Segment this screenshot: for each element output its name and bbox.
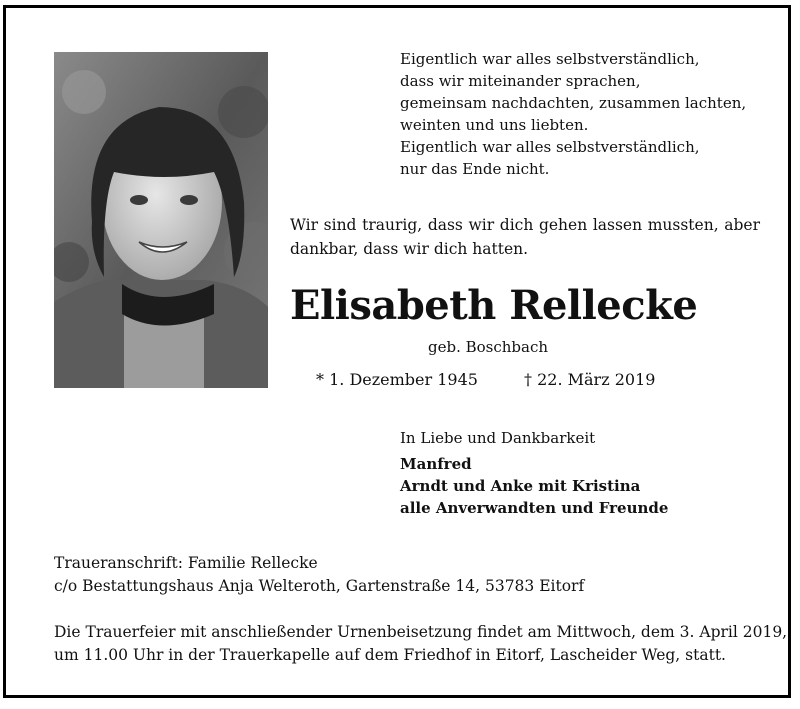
service-line: Die Trauerfeier mit anschließender Urnenbeisetzung findet am Mittwoch, dem 3. April 2019, bbox=[54, 623, 788, 641]
mourners-intro: In Liebe und Dankbarkeit bbox=[400, 429, 596, 447]
portrait-photo bbox=[54, 52, 268, 388]
poem-line: dass wir miteinander sprachen, bbox=[400, 72, 641, 90]
birth-date: * 1. Dezember 1945 bbox=[316, 370, 478, 389]
poem-line: gemeinsam nachdachten, zusammen lachten, bbox=[400, 94, 747, 112]
mourner-name: Arndt und Anke mit Kristina bbox=[400, 477, 641, 495]
mourning-address bbox=[54, 552, 584, 598]
mourner-name: alle Anverwandten und Freunde bbox=[400, 499, 669, 517]
address-line: Traueranschrift: Familie Rellecke bbox=[54, 554, 318, 572]
poem-line: weinten und uns liebten. bbox=[400, 116, 589, 134]
address-line: c/o Bestattungshaus Anja Welteroth, Gartenstraße 14, 53783 Eitorf bbox=[54, 577, 585, 595]
mourner-name: Manfred bbox=[400, 455, 472, 473]
poem bbox=[400, 48, 770, 180]
deceased-name: Elisabeth Rellecke bbox=[290, 282, 698, 329]
service-line: um 11.00 Uhr in der Trauerkapelle auf dem Friedhof in Eitorf, Lascheider Weg, statt. bbox=[54, 646, 726, 664]
poem-line: Eigentlich war alles selbstverständlich, bbox=[400, 138, 700, 156]
farewell-sentence: Wir sind traurig, dass wir dich gehen lassen mussten, aber dankbar, dass wir dich hatten. bbox=[290, 216, 760, 258]
poem-line: Eigentlich war alles selbstverständlich, bbox=[400, 50, 700, 68]
poem-line: nur das Ende nicht. bbox=[400, 160, 550, 178]
funeral-service-info bbox=[54, 621, 787, 667]
mourners-block bbox=[400, 427, 668, 519]
birth-name: geb. Boschbach bbox=[428, 338, 549, 356]
death-date: † 22. März 2019 bbox=[524, 370, 656, 389]
